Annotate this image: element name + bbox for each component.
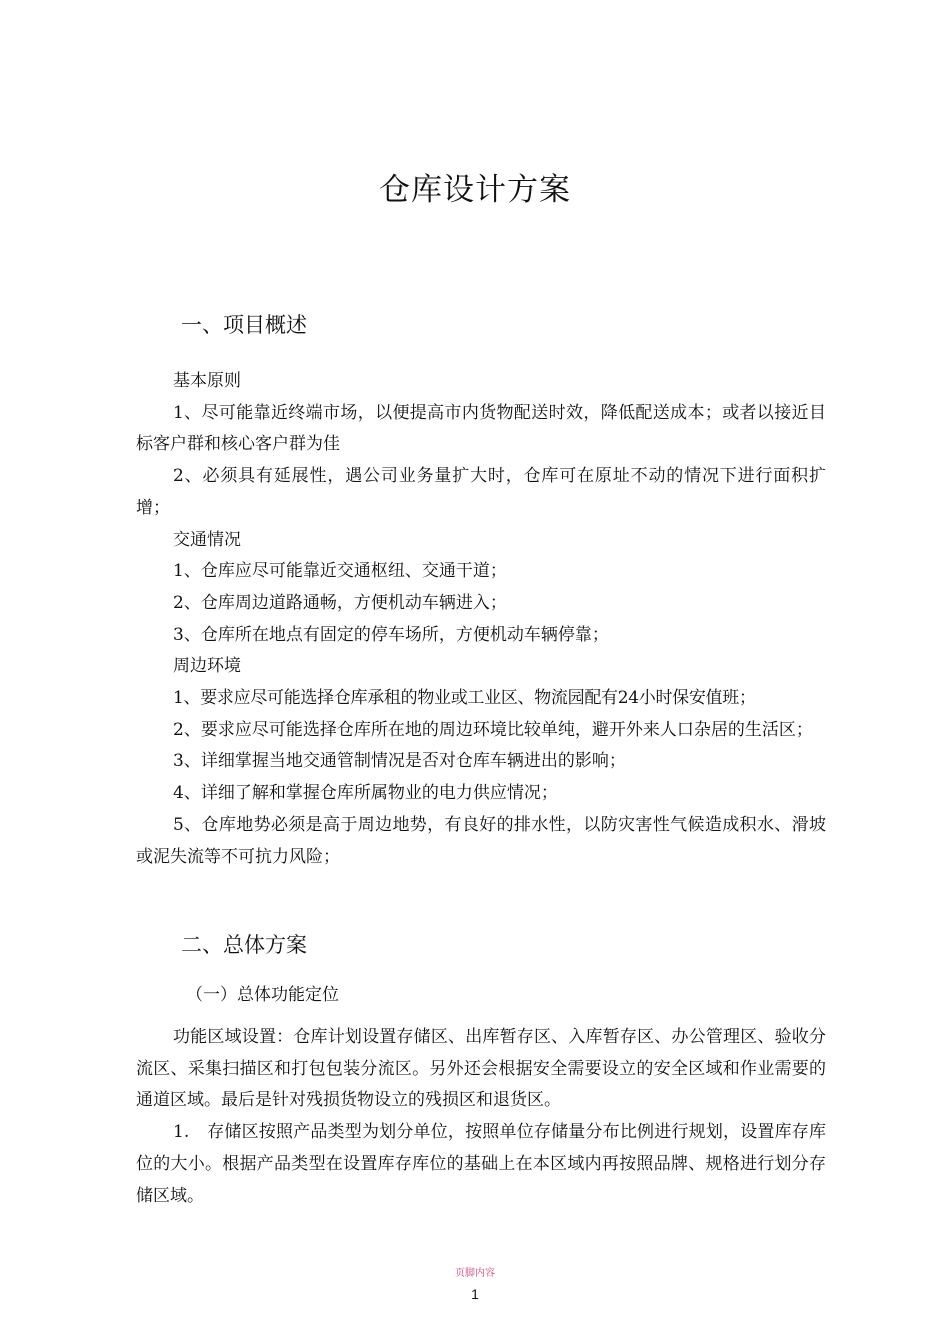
section-heading-overview: 一、项目概述 xyxy=(181,313,307,337)
paragraph: 2、仓库周边道路通畅，方便机动车辆进入； xyxy=(173,592,507,613)
section-overview-body xyxy=(136,366,826,873)
paragraph: 2、必须具有延展性，遇公司业务量扩大时，仓库可在原址不动的情况下进行面积扩增； xyxy=(136,466,826,518)
paragraph: 周边环境 xyxy=(173,656,241,677)
section-heading-plan: 二、总体方案 xyxy=(181,933,307,957)
subsection-heading: （一）总体功能定位 xyxy=(186,985,339,1005)
paragraph: 4、详细了解和掌握仓库所属物业的电力供应情况； xyxy=(173,783,558,804)
paragraph: 2、要求应尽可能选择仓库所在地的周边环境比较单纯，避开外来人口杂居的生活区； xyxy=(173,719,813,740)
section-plan-body xyxy=(136,1022,826,1212)
footer-note: 页脚内容 xyxy=(455,1268,495,1279)
page-number: 1 xyxy=(471,1286,479,1302)
document-title: 仓库设计方案 xyxy=(379,172,571,208)
item-text: 存储区按照产品类型为划分单位，按照单位存储量分布比例进行规划，设置库存库位的大小。根据产品类型在设置库存库位的基础上在本区域内再按照品牌、规格进行划分存储区域。 xyxy=(136,1122,826,1206)
paragraph: 1、尽可能靠近终端市场，以便提高市内货物配送时效，降低配送成本；或者以接近目标客户群和核心客户群为佳 xyxy=(136,402,826,455)
numbered-paragraph xyxy=(136,1117,826,1212)
paragraph: 3、详细掌握当地交通管制情况是否对仓库车辆进出的影响； xyxy=(173,751,626,772)
paragraph: 基本原则 xyxy=(173,371,241,391)
paragraph: 交通情况 xyxy=(173,529,241,550)
paragraph: 3、仓库所在地点有固定的停车场所，方便机动车辆停靠； xyxy=(173,624,609,645)
paragraph: 1、仓库应尽可能靠近交通枢纽、交通干道； xyxy=(173,561,507,582)
item-number: 1. xyxy=(173,1122,190,1143)
paragraph: 功能区域设置：仓库计划设置存储区、出库暂存区、入库暂存区、办公管理区、验收分流区、采集扫描区和打包包装分流区。另外还会根据安全需要设立的安全区域和作业需要的通道区域。最后是针对残损货物设立的残损区和退货区。 xyxy=(136,1027,826,1111)
paragraph: 5、仓库地势必须是高于周边地势，有良好的排水性，以防灾害性气候造成积水、滑坡或泥失流等不可抗力风险； xyxy=(136,814,826,867)
paragraph: 1、要求应尽可能选择仓库承租的物业或工业区、物流园配有24小时保安值班； xyxy=(173,688,756,709)
